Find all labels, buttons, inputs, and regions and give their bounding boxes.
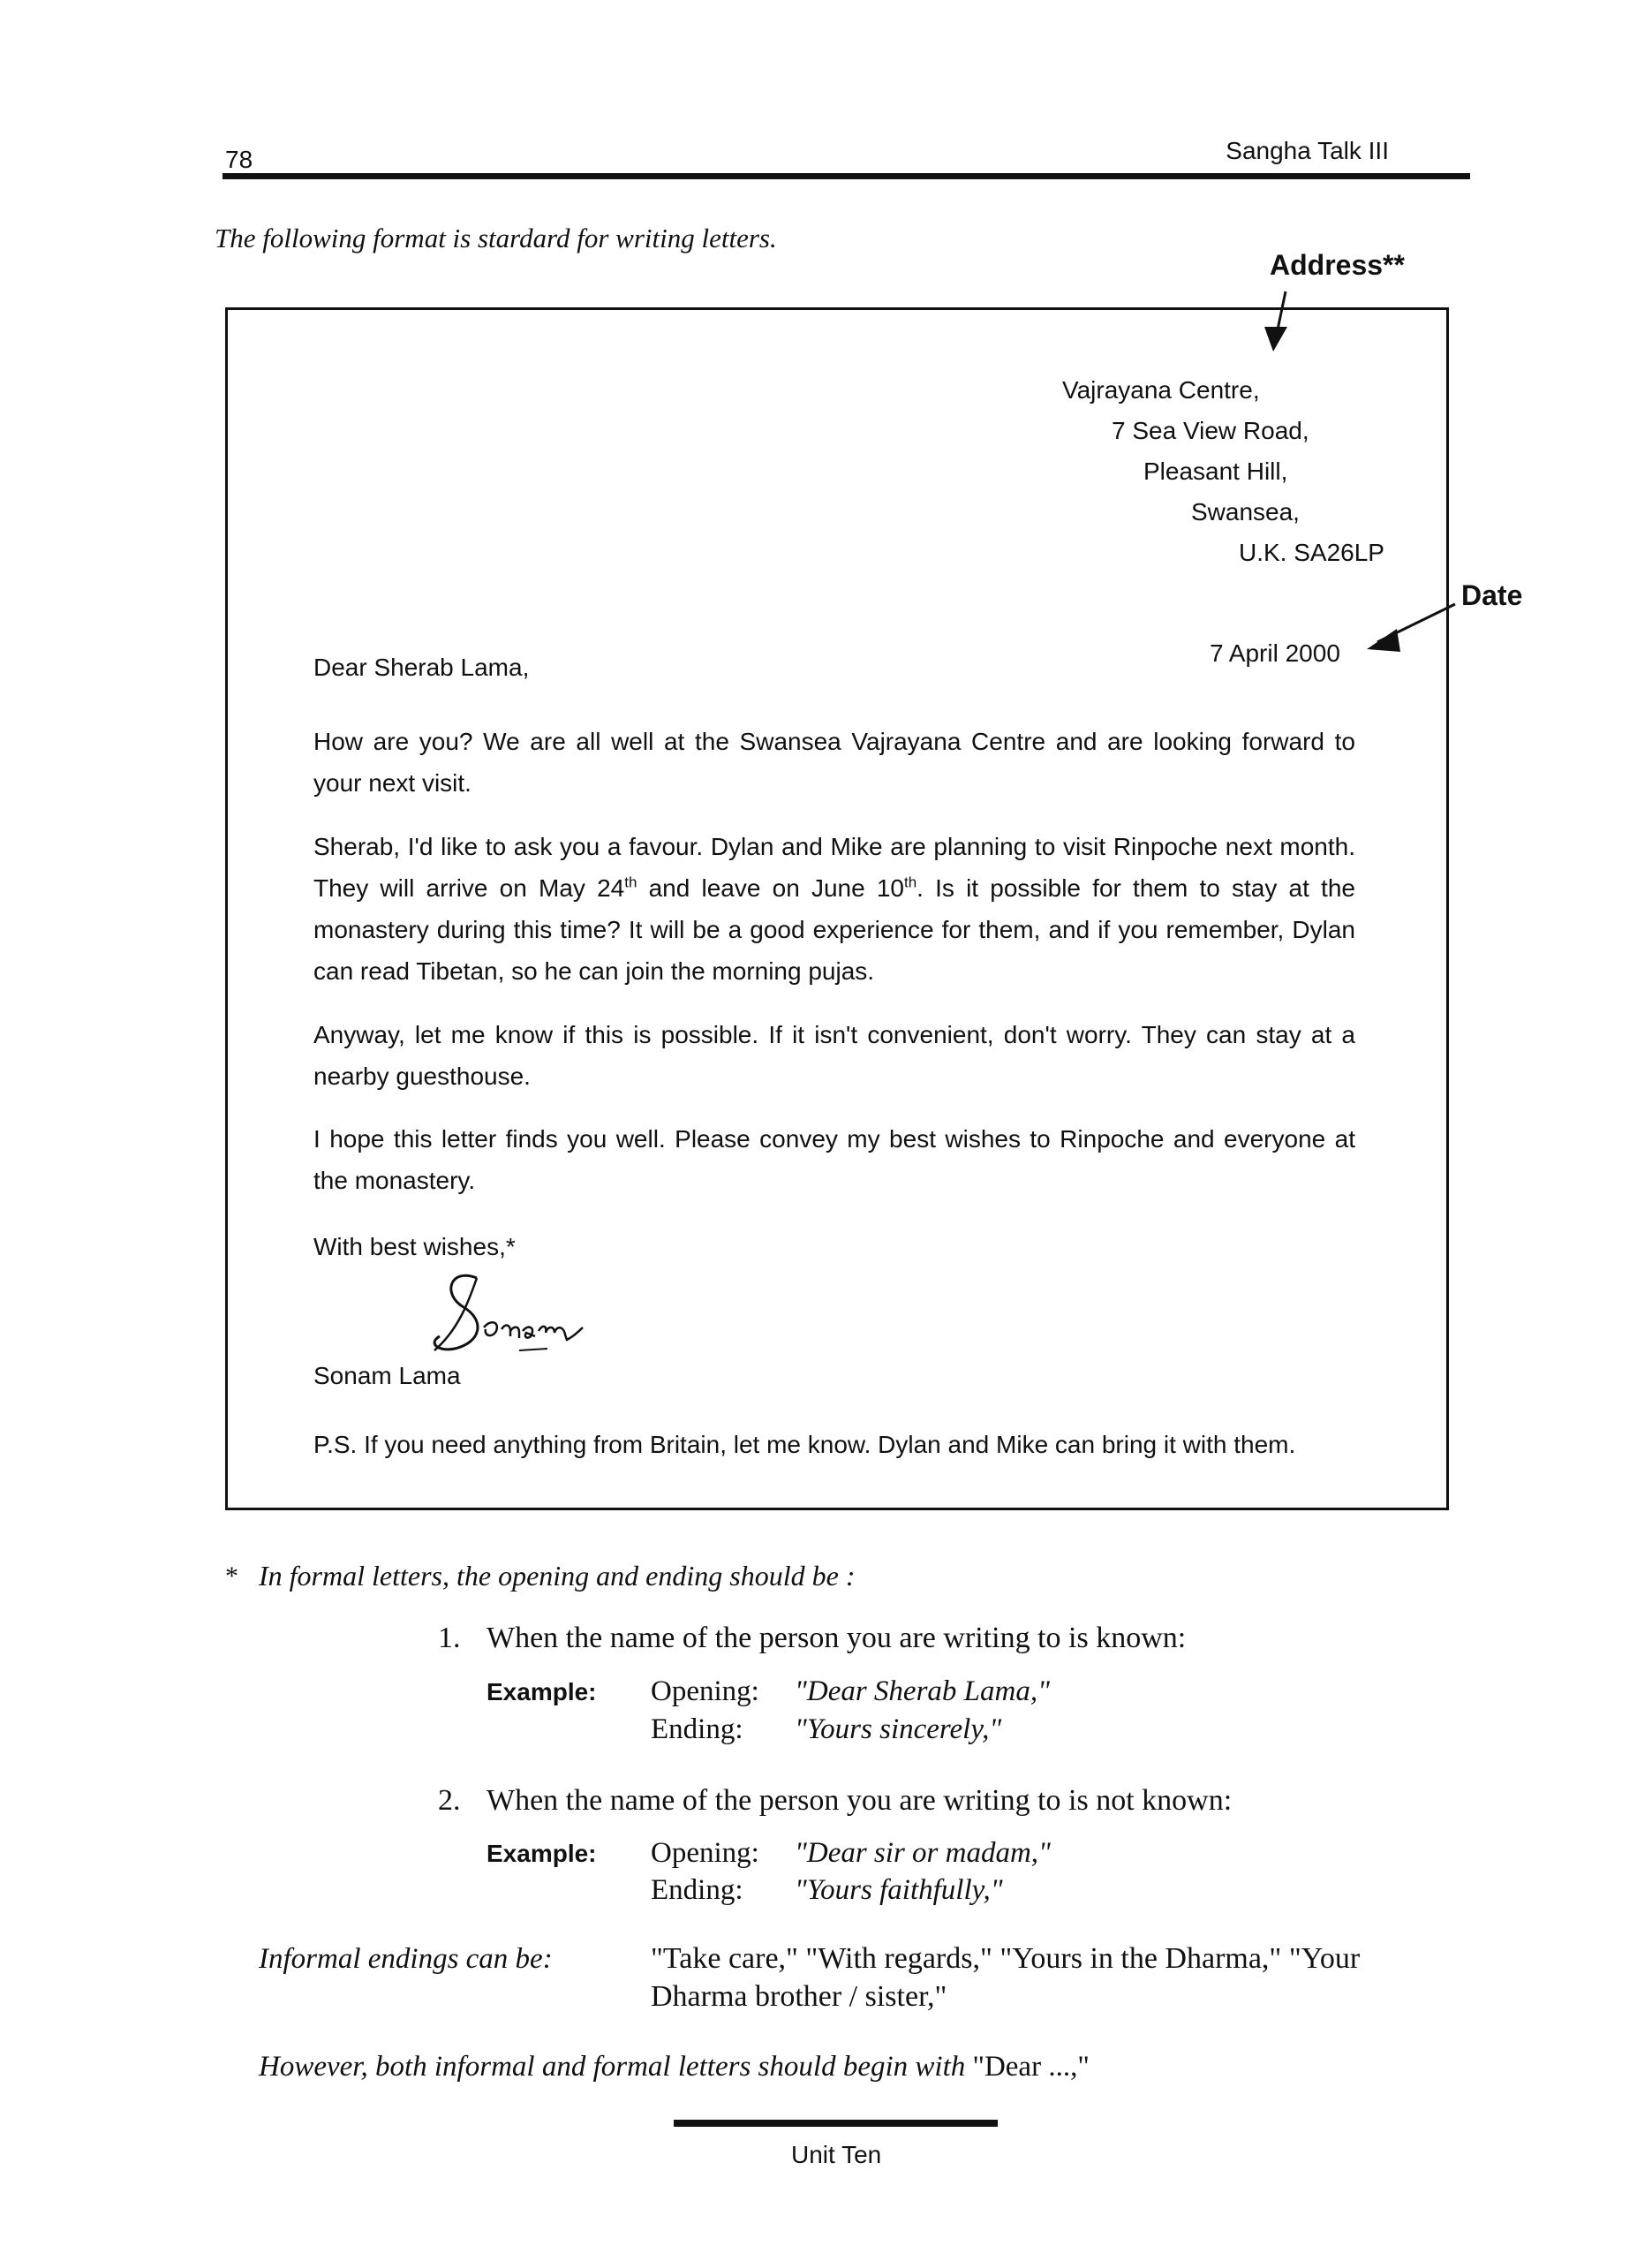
rule-text: When the name of the person you are writing to is known: (487, 1622, 1187, 1654)
notes-intro: In formal letters, the opening and ending should be : (259, 1560, 856, 1592)
intro-line: The following format is stardard for writing letters. (215, 223, 777, 253)
informal-endings-label: Informal endings can be: (259, 1943, 553, 1975)
rule-number: 2. (438, 1784, 461, 1817)
letter-date: 7 April 2000 (1210, 639, 1340, 667)
footer-rule (674, 2120, 998, 2127)
postscript: P.S. If you need anything from Britain, let me know. Dylan and Mike can bring it with them. (313, 1431, 1296, 1458)
closing-note (259, 2051, 1090, 2083)
example-label: Example: (487, 1840, 597, 1867)
letter-paragraph: How are you? We are all well at the Swansea Vajrayana Centre and are looking forward to your next visit. (313, 728, 1355, 797)
ordinal-suffix: th (624, 873, 637, 891)
ending-label: Ending: (651, 1874, 743, 1906)
address-line: 7 Sea View Road, (1112, 417, 1309, 444)
signer-name: Sonam Lama (313, 1362, 461, 1389)
letter-paragraph: I hope this letter finds you well. Please convey my best wishes to Rinpoche and everyone at the monastery. (313, 1125, 1355, 1194)
address-line: Swansea, (1191, 498, 1300, 526)
informal-endings-values: "Take care," "With regards," "Yours in the Dharma," "Your Dharma brother / sister," (651, 1942, 1361, 2013)
closing-note-quote: "Dear ...," (972, 2051, 1090, 2083)
paragraph-text: and leave on June 10 (637, 874, 904, 902)
paragraph-text: Sherab, I'd like to ask you a favour. Dylan and Mike are planning to visit Rinpoche next month. They will arrive on May 24 (313, 833, 1355, 902)
footnote-marker: * (225, 1562, 238, 1591)
ending-label: Ending: (651, 1713, 743, 1745)
ending-value: "Yours sincerely," (795, 1713, 1002, 1745)
rule-number: 1. (438, 1622, 461, 1654)
ending-value: "Yours faithfully," (795, 1874, 1003, 1906)
page-number: 78 (225, 146, 253, 173)
address-callout: Address** (1270, 249, 1405, 281)
example-label: Example: (487, 1678, 597, 1705)
footer-unit: Unit Ten (791, 2141, 882, 2168)
handwritten-signature (415, 1259, 627, 1365)
date-callout: Date (1461, 579, 1523, 611)
opening-value: "Dear Sherab Lama," (795, 1675, 1050, 1707)
letter-closing: With best wishes,* (313, 1233, 516, 1260)
letter-paragraph (313, 826, 1355, 992)
address-line: U.K. SA26LP (1239, 539, 1384, 566)
running-title: Sangha Talk III (1226, 137, 1389, 164)
rule-text: When the name of the person you are writing to is not known: (487, 1784, 1233, 1817)
paragraph-text: . Is it possible for them to stay at the monastery during this time? It will be a good experience for them, and if you remember, Dylan can read Tibetan, so he can join the morning pujas. (313, 874, 1355, 985)
address-line: Pleasant Hill, (1143, 457, 1288, 485)
opening-label: Opening: (651, 1837, 759, 1869)
ordinal-suffix: th (903, 873, 917, 891)
closing-note-text: However, both informal and formal letters should begin with (259, 2051, 973, 2083)
opening-label: Opening: (651, 1675, 759, 1707)
letter-paragraph: Anyway, let me know if this is possible. If it isn't convenient, don't worry. They can stay at a nearby guesthouse. (313, 1021, 1355, 1090)
address-line: Vajrayana Centre, (1062, 376, 1260, 404)
salutation: Dear Sherab Lama, (313, 654, 530, 681)
opening-value: "Dear sir or madam," (795, 1837, 1051, 1869)
